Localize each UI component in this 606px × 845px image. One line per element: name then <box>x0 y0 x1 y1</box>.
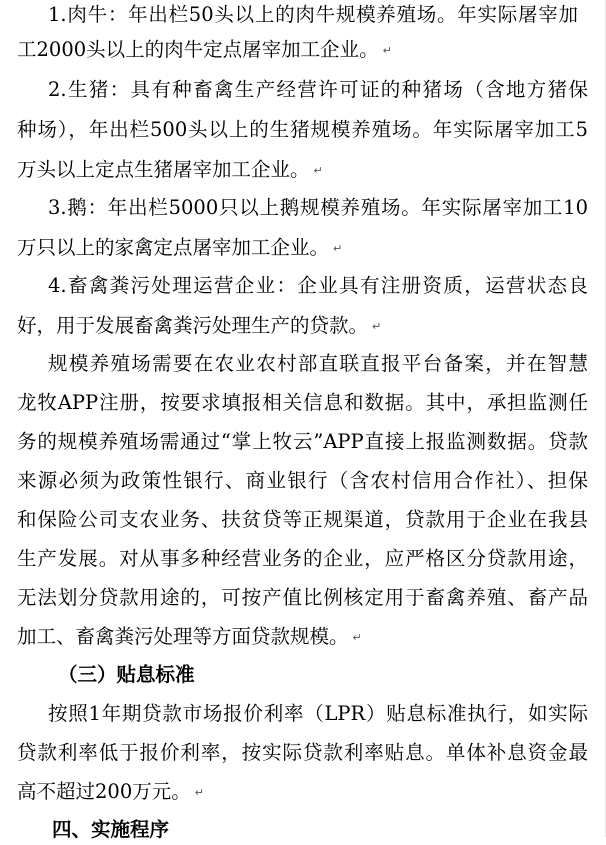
text-line: 好，用于发展畜禽粪污处理生产的贷款。 ↵ <box>0 311 606 341</box>
text-line: 高不超过200万元。 ↵ <box>0 777 606 807</box>
section-heading: 四、实施程序 <box>52 818 170 841</box>
text-line: 和保险公司支农业务、扶贫贷等正规渠道，贷款用于企业在我县 <box>17 508 588 531</box>
text-line: 无法划分贷款用途的，可按产值比例核定用于畜禽养殖、畜产品 <box>17 586 588 609</box>
paragraph-mark-icon: ↵ <box>382 43 392 57</box>
text-line: 按照1年期贷款市场报价利率（LPR）贴息标准执行，如实际 <box>48 702 588 725</box>
text-line: 加工、畜禽粪污处理等方面贷款规模。 ↵ <box>0 622 606 652</box>
text-line: 万只以上的家禽定点屠宰加工企业。 ↵ <box>0 233 606 263</box>
paragraph-mark-icon: ↵ <box>352 630 362 644</box>
text-line: 龙牧APP注册，按要求填报相关信息和数据。其中，承担监测任 <box>17 391 588 414</box>
text-line: 务的规模养殖场需通过“掌上牧云”APP直接上报监测数据。贷款 <box>17 430 588 453</box>
paragraph-mark-icon: ↵ <box>313 163 323 177</box>
text-line: 生产发展。对从事多种经营业务的企业，应严格区分贷款用途， <box>17 547 588 570</box>
text-line: 1.肉牛：年出栏50头以上的肉牛规模养殖场。年实际屠宰加 <box>48 3 578 26</box>
text-line: 种场），年出栏500头以上的生猪规模养殖场。年实际屠宰加工5 <box>17 118 588 141</box>
text-line: 来源必须为政策性银行、商业银行（含农村信用合作社）、担保 <box>17 469 588 492</box>
paragraph-mark-icon: ↵ <box>333 241 343 255</box>
text-line: 2.生猪：具有种畜禽生产经营许可证的种猪场（含地方猪保 <box>48 78 588 101</box>
text-line: 万头以上定点生猪屠宰加工企业。 ↵ <box>0 155 606 185</box>
section-heading: （三）贴息标准 <box>58 663 195 686</box>
text-line: 规模养殖场需要在农业农村部直联直报平台备案，并在智慧 <box>48 352 588 375</box>
paragraph-mark-icon: ↵ <box>194 785 204 799</box>
paragraph-mark-icon: ↵ <box>372 319 382 333</box>
text-line: 贷款利率低于报价利率，按实际贷款利率贴息。单体补息资金最 <box>17 741 588 764</box>
text-line: 4.畜禽粪污处理运营企业：企业具有注册资质，运营状态良 <box>48 274 588 297</box>
text-line: 工2000头以上的肉牛定点屠宰加工企业。 ↵ <box>0 35 606 65</box>
text-line: 3.鹅：年出栏5000只以上鹅规模养殖场。年实际屠宰加工10 <box>48 196 588 219</box>
